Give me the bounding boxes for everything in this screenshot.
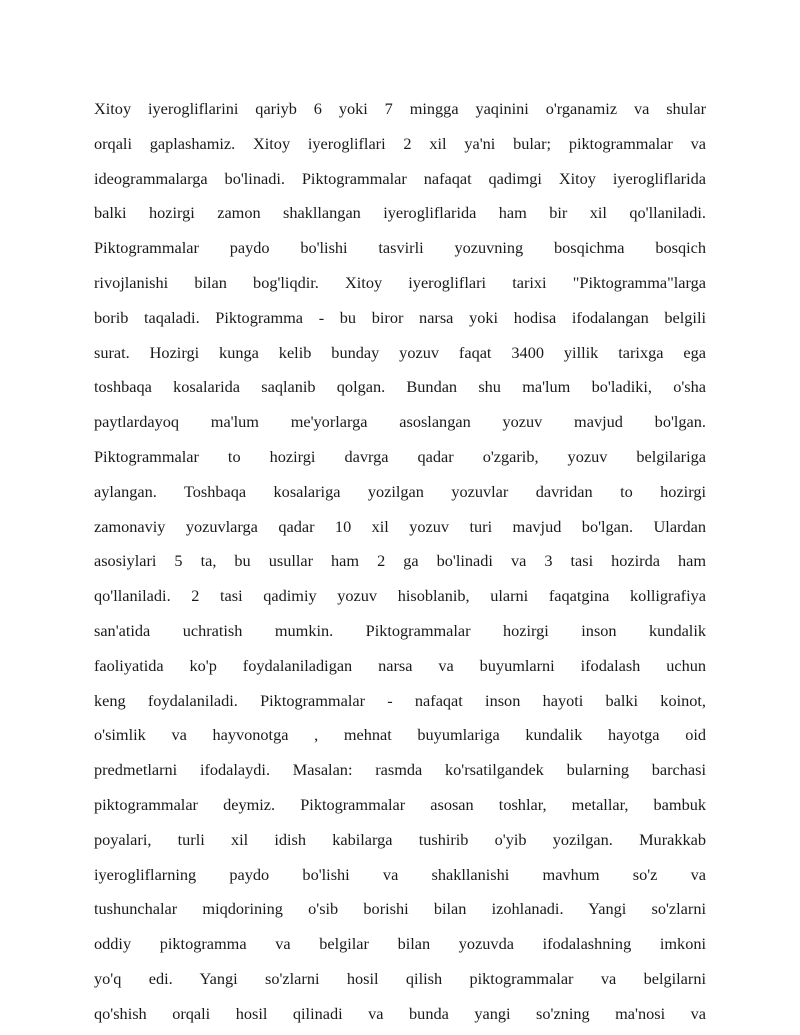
text-line: asosiylari 5 ta, bu usullar ham 2 ga bo'linadi va 3 tasi hozirda ham bbox=[94, 551, 706, 571]
text-line: san'atida uchratish mumkin. Piktogrammalar hozirgi inson kundalik bbox=[94, 620, 706, 640]
text-line: o'simlik va hayvonotga , mehnat buyumlariga kundalik hayotga oid bbox=[94, 725, 706, 745]
text-line: yo'q edi. Yangi so'zlarni hosil qilish piktogrammalar va belgilarni bbox=[94, 968, 706, 988]
text-line: tushunchalar miqdorining o'sib borishi bilan izohlanadi. Yangi so'zlarni bbox=[94, 899, 706, 919]
text-line: qo'llaniladi. 2 tasi qadimiy yozuv hisoblanib, ularni faqatgina kolligrafiya bbox=[94, 586, 706, 606]
text-line: predmetlarni ifodalaydi. Masalan: rasmda ko'rsatilgandek bularning barchasi bbox=[94, 760, 706, 780]
text-line: rivojlanishi bilan bog'liqdir. Xitoy iyerogliflari tarixi "Piktogramma"larga bbox=[94, 272, 706, 292]
text-line: borib taqaladi. Piktogramma - bu biror narsa yoki hodisa ifodalangan belgili bbox=[94, 307, 706, 327]
text-line: toshbaqa kosalarida saqlanib qolgan. Bundan shu ma'lum bo'ladiki, o'sha bbox=[94, 377, 706, 397]
text-line: iyerogliflarning paydo bo'lishi va shakllanishi mavhum so'z va bbox=[94, 864, 706, 884]
text-line: ideogrammalarga bo'linadi. Piktogrammalar nafaqat qadimgi Xitoy iyerogliflarida bbox=[94, 168, 706, 188]
text-line: oddiy piktogramma va belgilar bilan yozuvda ifodalashning imkoni bbox=[94, 934, 706, 954]
text-line: poyalari, turli xil idish kabilarga tushirib o'yib yozilgan. Murakkab bbox=[94, 829, 706, 849]
text-line: Xitoy iyerogliflarini qariyb 6 yoki 7 mingga yaqinini o'rganamiz va shular bbox=[94, 99, 706, 118]
text-line: faoliyatida ko'p foydalaniladigan narsa va buyumlarni ifodalash uchun bbox=[94, 655, 706, 675]
text-line: qo'shish orqali hosil qilinadi va bunda yangi so'zning ma'nosi va bbox=[94, 1003, 706, 1023]
text-line: piktogrammalar deymiz. Piktogrammalar asosan toshlar, metallar, bambuk bbox=[94, 794, 706, 814]
text-line: surat. Hozirgi kunga kelib bunday yozuv faqat 3400 yillik tarixga ega bbox=[94, 342, 706, 362]
text-line: zamonaviy yozuvlarga qadar 10 xil yozuv turi mavjud bo'lgan. Ulardan bbox=[94, 516, 706, 536]
text-line: orqali gaplashamiz. Xitoy iyerogliflari 2 xil ya'ni bular; piktogrammalar va bbox=[94, 133, 706, 153]
text-line: Piktogrammalar paydo bo'lishi tasvirli yozuvning bosqichma bosqich bbox=[94, 238, 706, 258]
body-text bbox=[94, 92, 706, 1032]
text-line: keng foydalaniladi. Piktogrammalar - nafaqat inson hayoti balki koinot, bbox=[94, 690, 706, 710]
text-line: balki hozirgi zamon shakllangan iyerogliflarida ham bir xil qo'llaniladi. bbox=[94, 203, 706, 223]
text-line: Piktogrammalar to hozirgi davrga qadar o'zgarib, yozuv belgilariga bbox=[94, 446, 706, 466]
text-line: aylangan. Toshbaqa kosalariga yozilgan yozuvlar davridan to hozirgi bbox=[94, 481, 706, 501]
text-line: paytlardayoq ma'lum me'yorlarga asoslangan yozuv mavjud bo'lgan. bbox=[94, 412, 706, 432]
